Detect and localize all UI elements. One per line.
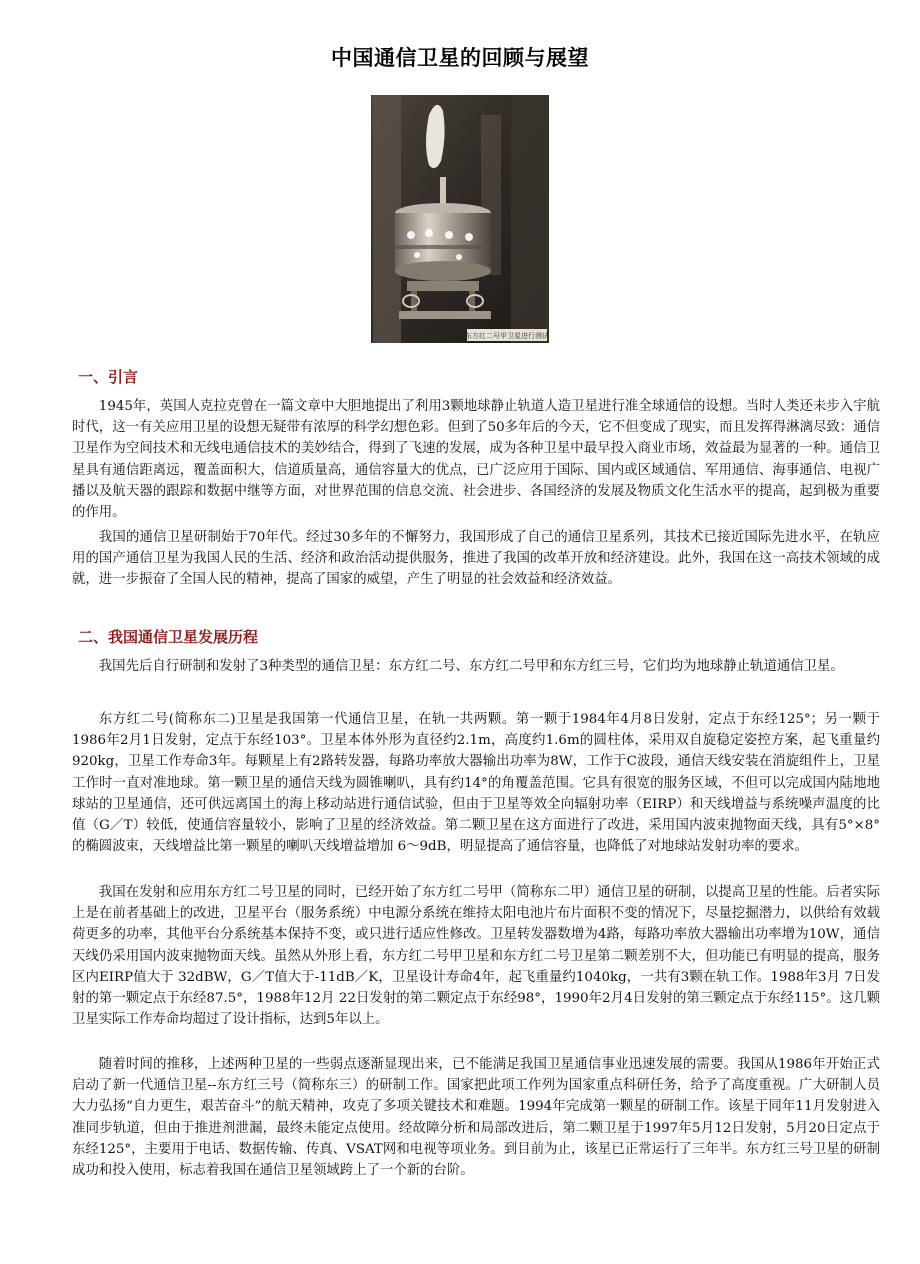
paragraph: 我国先后自行研制和发射了3种类型的通信卫星：东方红二号、东方红二号甲和东方红三号，它们均为地球静止轨道通信卫星。: [98, 659, 844, 674]
paragraph: 我国在发射和应用东方红二号卫星的同时，已经开始了东方红二号甲（简称东二甲）通信卫星的研制，以提高卫星的性能。后者实际上是在前者基础上的改进，卫星平台（服务系统）中电源分系统在维持太阳电池片布片面积不变的情况下，尽量挖掘潜力，以供给有效载荷更多的功率，其他平台分系统基本保持不变，或只进行适应性修改。卫星转发器数增为4路，每路功率放大器输出功率增为10W，通信天线仍采用国内波束抛物面天线。虽然从外形上看，东方红二号甲卫星和东方红二号卫星第二颗差别不大，但功能已有明显的提高，服务区内EIRP值大于 32dBW，G／T值大于-11dB／K，卫星设计寿命4年，起飞重量约1040kg，一共有3颗在轨工作。1988年3月 7日发射的第一颗定点于东经87.5°，1988年12月 22日发射的第二颗定点于东经98°，1990年2月4日发射的第三颗定点于东经115°。这几颗卫星实际工作寿命均超过了设计指标，达到5年以上。: [72, 885, 880, 1028]
satellite-photo: [371, 95, 549, 343]
document-title: 中国通信卫星的回顾与展望: [331, 46, 589, 70]
paragraph: 1945年，英国人克拉克曾在一篇文章中大胆地提出了利用3颗地球静止轨道人造卫星进行准全球通信的设想。当时人类还未步入宇航时代，这一有关应用卫星的设想无疑带有浓厚的科学幻想色彩。但到了50多年后的今天，它不但变成了现实，而且发挥得淋漓尽致：通信卫星作为空间技术和无线电通信技术的美妙结合，得到了飞速的发展，成为各种卫星中最早投入商业市场，效益最为显著的一种。通信卫星具有通信距离远，覆盖面积大，信道质量高，通信容量大的优点，已广泛应用于国际、国内或区域通信、军用通信、海事通信、电视广播以及航天器的跟踪和数据中继等方面，对世界范围的信息交流、社会进步、各国经济的发展及物质文化生活水平的提高，起到极为重要的作用。: [72, 399, 880, 521]
section-heading-introduction: 一、引言: [78, 368, 139, 386]
paragraph: 东方红二号(简称东二)卫星是我国第一代通信卫星，在轨一共两颗。第一颗于1984年4月8日发射，定点于东经125°；另一颗于1986年2月1日发射，定点于东经103°。卫星本体外形为直径约2.1m，高度约1.6m的圆柱体，采用双自旋稳定姿控方案，起飞重量约920kg，卫星工作寿命3年。每颗星上有2路转发器，每路功率放大器输出功率为8W，工作于C波段，通信天线安装在消旋组件上，卫星工作时一直对准地球。第一颗卫星的通信天线为圆锥喇叭，具有约14°的角覆盖范围。它具有很宽的服务区域，不但可以完成国内陆地地球站的卫星通信，还可供远离国土的海上移动站进行通信试验，但由于卫星等效全向辐射功率（EIRP）和天线增益与系统噪声温度的比值（G／T）较低，使通信容量较小，影响了卫星的经济效益。第二颗卫星在这方面进行了改进，采用国内波束抛物面天线，具有5°×8°的椭圆波束，天线增益比第一颗星的喇叭天线增益增加 6～9dB，明显提高了通信容量，也降低了对地球站发射功率的要求。: [72, 712, 880, 855]
satellite-photo-image: [371, 95, 549, 343]
section-heading-history: 二、我国通信卫星发展历程: [78, 628, 259, 646]
paragraph: 随着时间的推移，上述两种卫星的一些弱点逐渐显现出来，已不能满足我国卫星通信事业迅速发展的需要。我国从1986年开始正式启动了新一代通信卫星--东方红三号（简称东三）的研制工作。国家把此项工作列为国家重点科研任务，给予了高度重视。广大研制人员大力弘扬“自力更生，艰苦奋斗”的航天精神，攻克了多项关键技术和难题。1994年完成第一颗星的研制工作。该星于同年11月发射进入准同步轨道，但由于推进剂泄漏，最终未能定点使用。经故障分析和局部改进后，第二颗卫星于1997年5月12日发射，5月20日定点于东经125°，主要用于电话、数据传输、传真、VSAT网和电视等项业务。到目前为止，该星已正常运行了三年半。东方红三号卫星的研制成功和投入使用，标志着我国在通信卫星领域跨上了一个新的台阶。: [72, 1057, 880, 1179]
photo-caption: 东方红二号甲卫星进行测试: [465, 332, 549, 340]
paragraph: 我国的通信卫星研制始于70年代。经过30多年的不懈努力，我国形成了自己的通信卫星系列，其技术已接近国际先进水平，在轨应用的国产通信卫星为我国人民的生活、经济和政治活动提供服务，推进了我国的改革开放和经济建设。此外，我国在这一高技术领域的成就，进一步振奋了全国人民的精神，提高了国家的威望，产生了明显的社会效益和经济效益。: [72, 530, 880, 588]
